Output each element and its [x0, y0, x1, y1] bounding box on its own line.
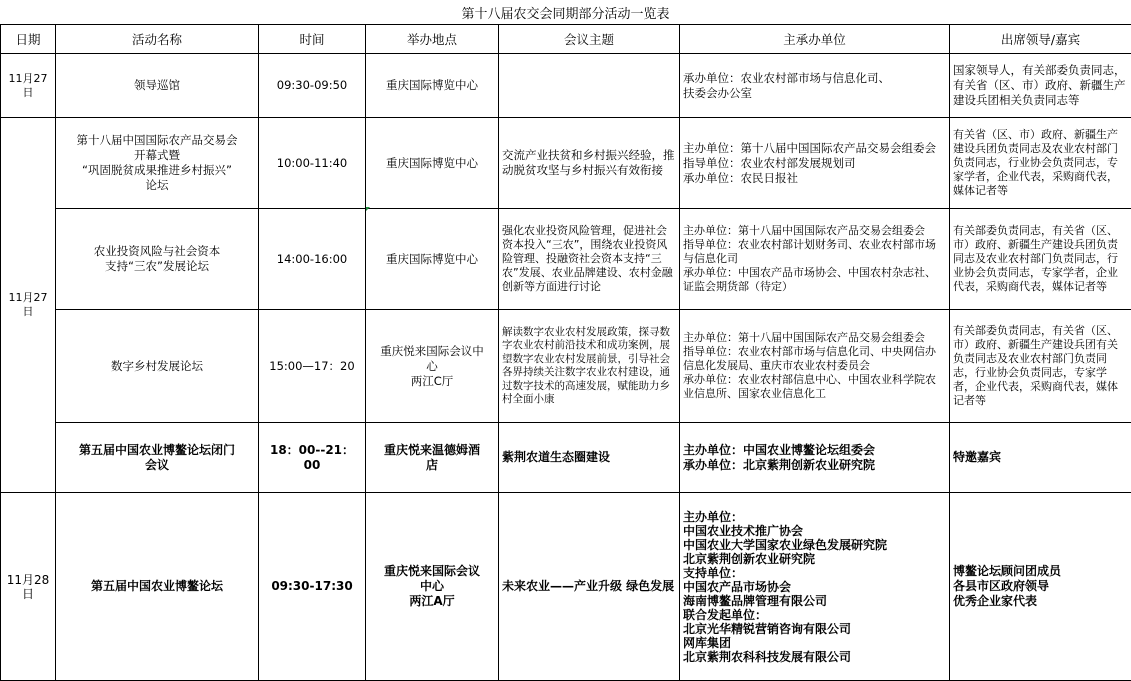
date-cell: 11月27日 — [1, 54, 56, 118]
table-row — [1, 423, 1131, 493]
activity-time: 09:30-17:30 — [259, 493, 366, 681]
activity-name: 第十八届中国国际农产品交易会 开幕式暨 “巩固脱贫成果推进乡村振兴” 论坛 — [56, 118, 259, 209]
header-name: 活动名称 — [56, 25, 259, 54]
activity-guests: 特邀嘉宾 — [950, 423, 1131, 493]
header-row — [1, 25, 1131, 54]
activity-guests: 博鳌论坛顾问团成员 各县市区政府领导 优秀企业家代表 — [950, 493, 1131, 681]
activity-organizer: 主办单位： 中国农业技术推广协会 中国农业大学国家农业绿色发展研究院 北京紫荆创新农业研究院 支持单位： 中国农产品市场协会 海南博鳌品牌管理有限公司 联合发起单位： 北京光华精锐营销咨询有限公司 网库集团 北京紫荆农科科技发展有限公司 — [680, 493, 950, 681]
activity-venue: 重庆悦来国际会议 中心 两江A厅 — [366, 493, 499, 681]
activity-name: 领导巡馆 — [56, 54, 259, 118]
activity-venue: 重庆悦来温德姆酒 店 — [366, 423, 499, 493]
activity-table — [0, 24, 1131, 681]
table-row — [1, 54, 1131, 118]
activity-guests: 有关部委负责同志，有关省（区、市）政府、新疆生产建设兵团负责同志及农业农村部门负责同志，行业协会负责同志，专家学者，企业代表，采购商代表，媒体记者等 — [950, 209, 1131, 310]
activity-name: 农业投资风险与社会资本 支持“三农”发展论坛 — [56, 209, 259, 310]
activity-theme: 交流产业扶贫和乡村振兴经验，推动脱贫攻坚与乡村振兴有效衔接 — [499, 118, 680, 209]
sheet-title: 第十八届农交会同期部分活动一览表 — [0, 0, 1131, 24]
header-venue: 举办地点 — [366, 25, 499, 54]
activity-guests: 有关省（区、市）政府、新疆生产建设兵团负责同志及农业农村部门负责同志，行业协会负责同志，专家学者，企业代表，采购商代表，媒体记者等 — [950, 118, 1131, 209]
activity-name: 第五届中国农业博鳌论坛 — [56, 493, 259, 681]
table-row — [1, 118, 1131, 209]
activity-organizer: 主办单位：第十八届中国国际农产品交易会组委会 指导单位：农业农村部发展规划司 承办单位：农民日报社 — [680, 118, 950, 209]
activity-venue: 重庆国际博览中心 — [366, 209, 499, 310]
activity-time: 09:30-09:50 — [259, 54, 366, 118]
date-cell: 11月27日 — [1, 118, 56, 493]
activity-venue: 重庆国际博览中心 — [366, 54, 499, 118]
activity-organizer: 承办单位：农业农村部市场与信息化司、 扶委会办公室 — [680, 54, 950, 118]
activity-venue: 重庆国际博览中心 — [366, 118, 499, 209]
activity-organizer: 主办单位：中国农业博鳌论坛组委会 承办单位：北京紫荆创新农业研究院 — [680, 423, 950, 493]
activity-name: 第五届中国农业博鳌论坛闭门 会议 — [56, 423, 259, 493]
activity-venue: 重庆悦来国际会议中 心 两江C厅 — [366, 310, 499, 423]
table-row — [1, 493, 1131, 681]
activity-theme: 紫荆农道生态圈建设 — [499, 423, 680, 493]
activity-time: 18：00--21： 00 — [259, 423, 366, 493]
table-row — [1, 209, 1131, 310]
activity-theme: 未来农业——产业升级 绿色发展 — [499, 493, 680, 681]
activity-time: 14:00-16:00 — [259, 209, 366, 310]
activity-guests: 有关部委负责同志，有关省（区、市）政府、新疆生产建设兵团有关负责同志及农业农村部门负责同志，行业协会负责同志，专家学者，企业代表，采购商代表，媒体记者等 — [950, 310, 1131, 423]
activity-name: 数字乡村发展论坛 — [56, 310, 259, 423]
header-guests: 出席领导/嘉宾 — [950, 25, 1131, 54]
activity-time: 15:00—17：20 — [259, 310, 366, 423]
header-organizer: 主承办单位 — [680, 25, 950, 54]
activity-organizer: 主办单位：第十八届中国国际农产品交易会组委会 指导单位：农业农村部市场与信息化司、中央网信办信息化发展局、重庆市农业农村委员会 承办单位：农业农村部信息中心、中国农业科学院农业信息所、国家农业信息化工 — [680, 310, 950, 423]
activity-organizer: 主办单位：第十八届中国国际农产品交易会组委会 指导单位：农业农村部计划财务司、农业农村部市场与信息化司 承办单位：中国农产品市场协会、中国农村杂志社、证监会期货部（待定） — [680, 209, 950, 310]
activity-time: 10:00-11:40 — [259, 118, 366, 209]
table-row — [1, 310, 1131, 423]
header-theme: 会议主题 — [499, 25, 680, 54]
activity-theme: 强化农业投资风险管理，促进社会资本投入“三农”，围绕农业投资风险管理、投融资社会资本支持“三农”发展、农业品牌建设、农村金融创新等方面进行讨论 — [499, 209, 680, 310]
cell-comment-marker — [366, 207, 370, 211]
activity-guests: 国家领导人，有关部委负责同志，有关省（区、市）政府、新疆生产建设兵团相关负责同志等 — [950, 54, 1131, 118]
activity-theme — [499, 54, 680, 118]
header-date: 日期 — [1, 25, 56, 54]
activity-theme: 解读数字农业农村发展政策，探寻数字农业农村前沿技术和成功案例，展望数字农业农村发展前景，引导社会各界持续关注数字农业农村建设，通过数字技术的高速发展，赋能助力乡村全面小康 — [499, 310, 680, 423]
date-cell: 11月28日 — [1, 493, 56, 681]
header-time: 时间 — [259, 25, 366, 54]
